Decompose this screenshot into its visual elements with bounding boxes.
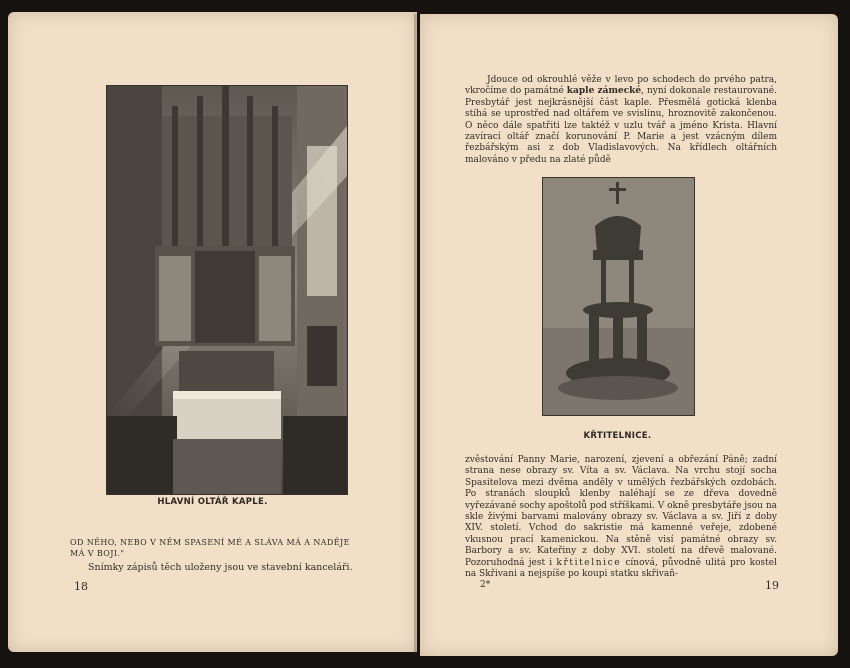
para1-start: Jdouce od okrouhlé věže v levo po schodech do prvého patra, vkročíme do památné (465, 75, 777, 97)
font-caption: KŘTITELNICE. (583, 431, 652, 441)
font-illustration (543, 178, 694, 415)
para1-bold: kaple zámecké (566, 86, 642, 97)
para2-start: zvěstování Panny Marie, narození, zjevení a obřezání Páně; zadní strana nese obrazy sv. Víta a sv. Václava. Na vrchu stojí socha Spasitelova mezi dvěma anděly v umělých řezbářských ozdobách. Po stranách sloupků klenby naléhají se ze dřeva dovedně vyřezávané sochy apoštolů pod stříškami. V okně presbytáře jsou na skle živými barvami malovány obrazy sv. Václava a sv. Jiří z doby XIV. století. Vchod do sakristie má kamenné veřeje, zdobené vkusnou prací kamenickou. Na stěně visí památné obrazy sv. Barbory a sv. Kateřiny z doby XVI. století na dřevě malované. Pozoruhodná jest i (465, 455, 777, 568)
baptismal-font-photo (542, 177, 695, 416)
page-number-right: 19 (765, 579, 779, 592)
para1-end: , nyní dokonale restaurované. Presbytář jest nejkrásnější část kaple. Přesmělá gotická klenba stíhá se uprostřed nad oltářem ve svislinu, hroznovitě zakončenou. O něco dále spatřiti lze taktéž v uzlu tvář a jméno Krista. Hlavní zavírací oltář značí korunování P. Marie a jest vzácným dílem řezbářským asi z dob Vladislavových. Na křídlech oltářních malováno v předu na zlaté půdě (465, 86, 777, 165)
right-page (420, 14, 838, 656)
altar-caption: HLAVNÍ OLTÁŘ KAPLE. (157, 497, 268, 507)
page-number-left: 18 (74, 580, 88, 593)
altar-illustration (107, 86, 347, 494)
paragraph-chapel (465, 75, 777, 166)
para2-spaced: křtitelnice (556, 557, 622, 568)
paragraph-altar-wings (465, 455, 777, 580)
note-text: Snímky zápisů těch uloženy jsou ve stavební kanceláři. (88, 562, 353, 573)
left-page (8, 12, 417, 652)
printer-signature: 2* (480, 580, 491, 590)
main-altar-photo (106, 85, 348, 495)
para2-end: cínová, původně ulitá pro kostel na Skřivani a nejspíše po koupi statku skřivaň- (465, 557, 777, 580)
quote-text: OD NĚHO, NEBO V NĚM SPASENÍ MÉ A SLÁVA MÁ A NADĚJE MÁ V BOJI." (70, 538, 350, 558)
